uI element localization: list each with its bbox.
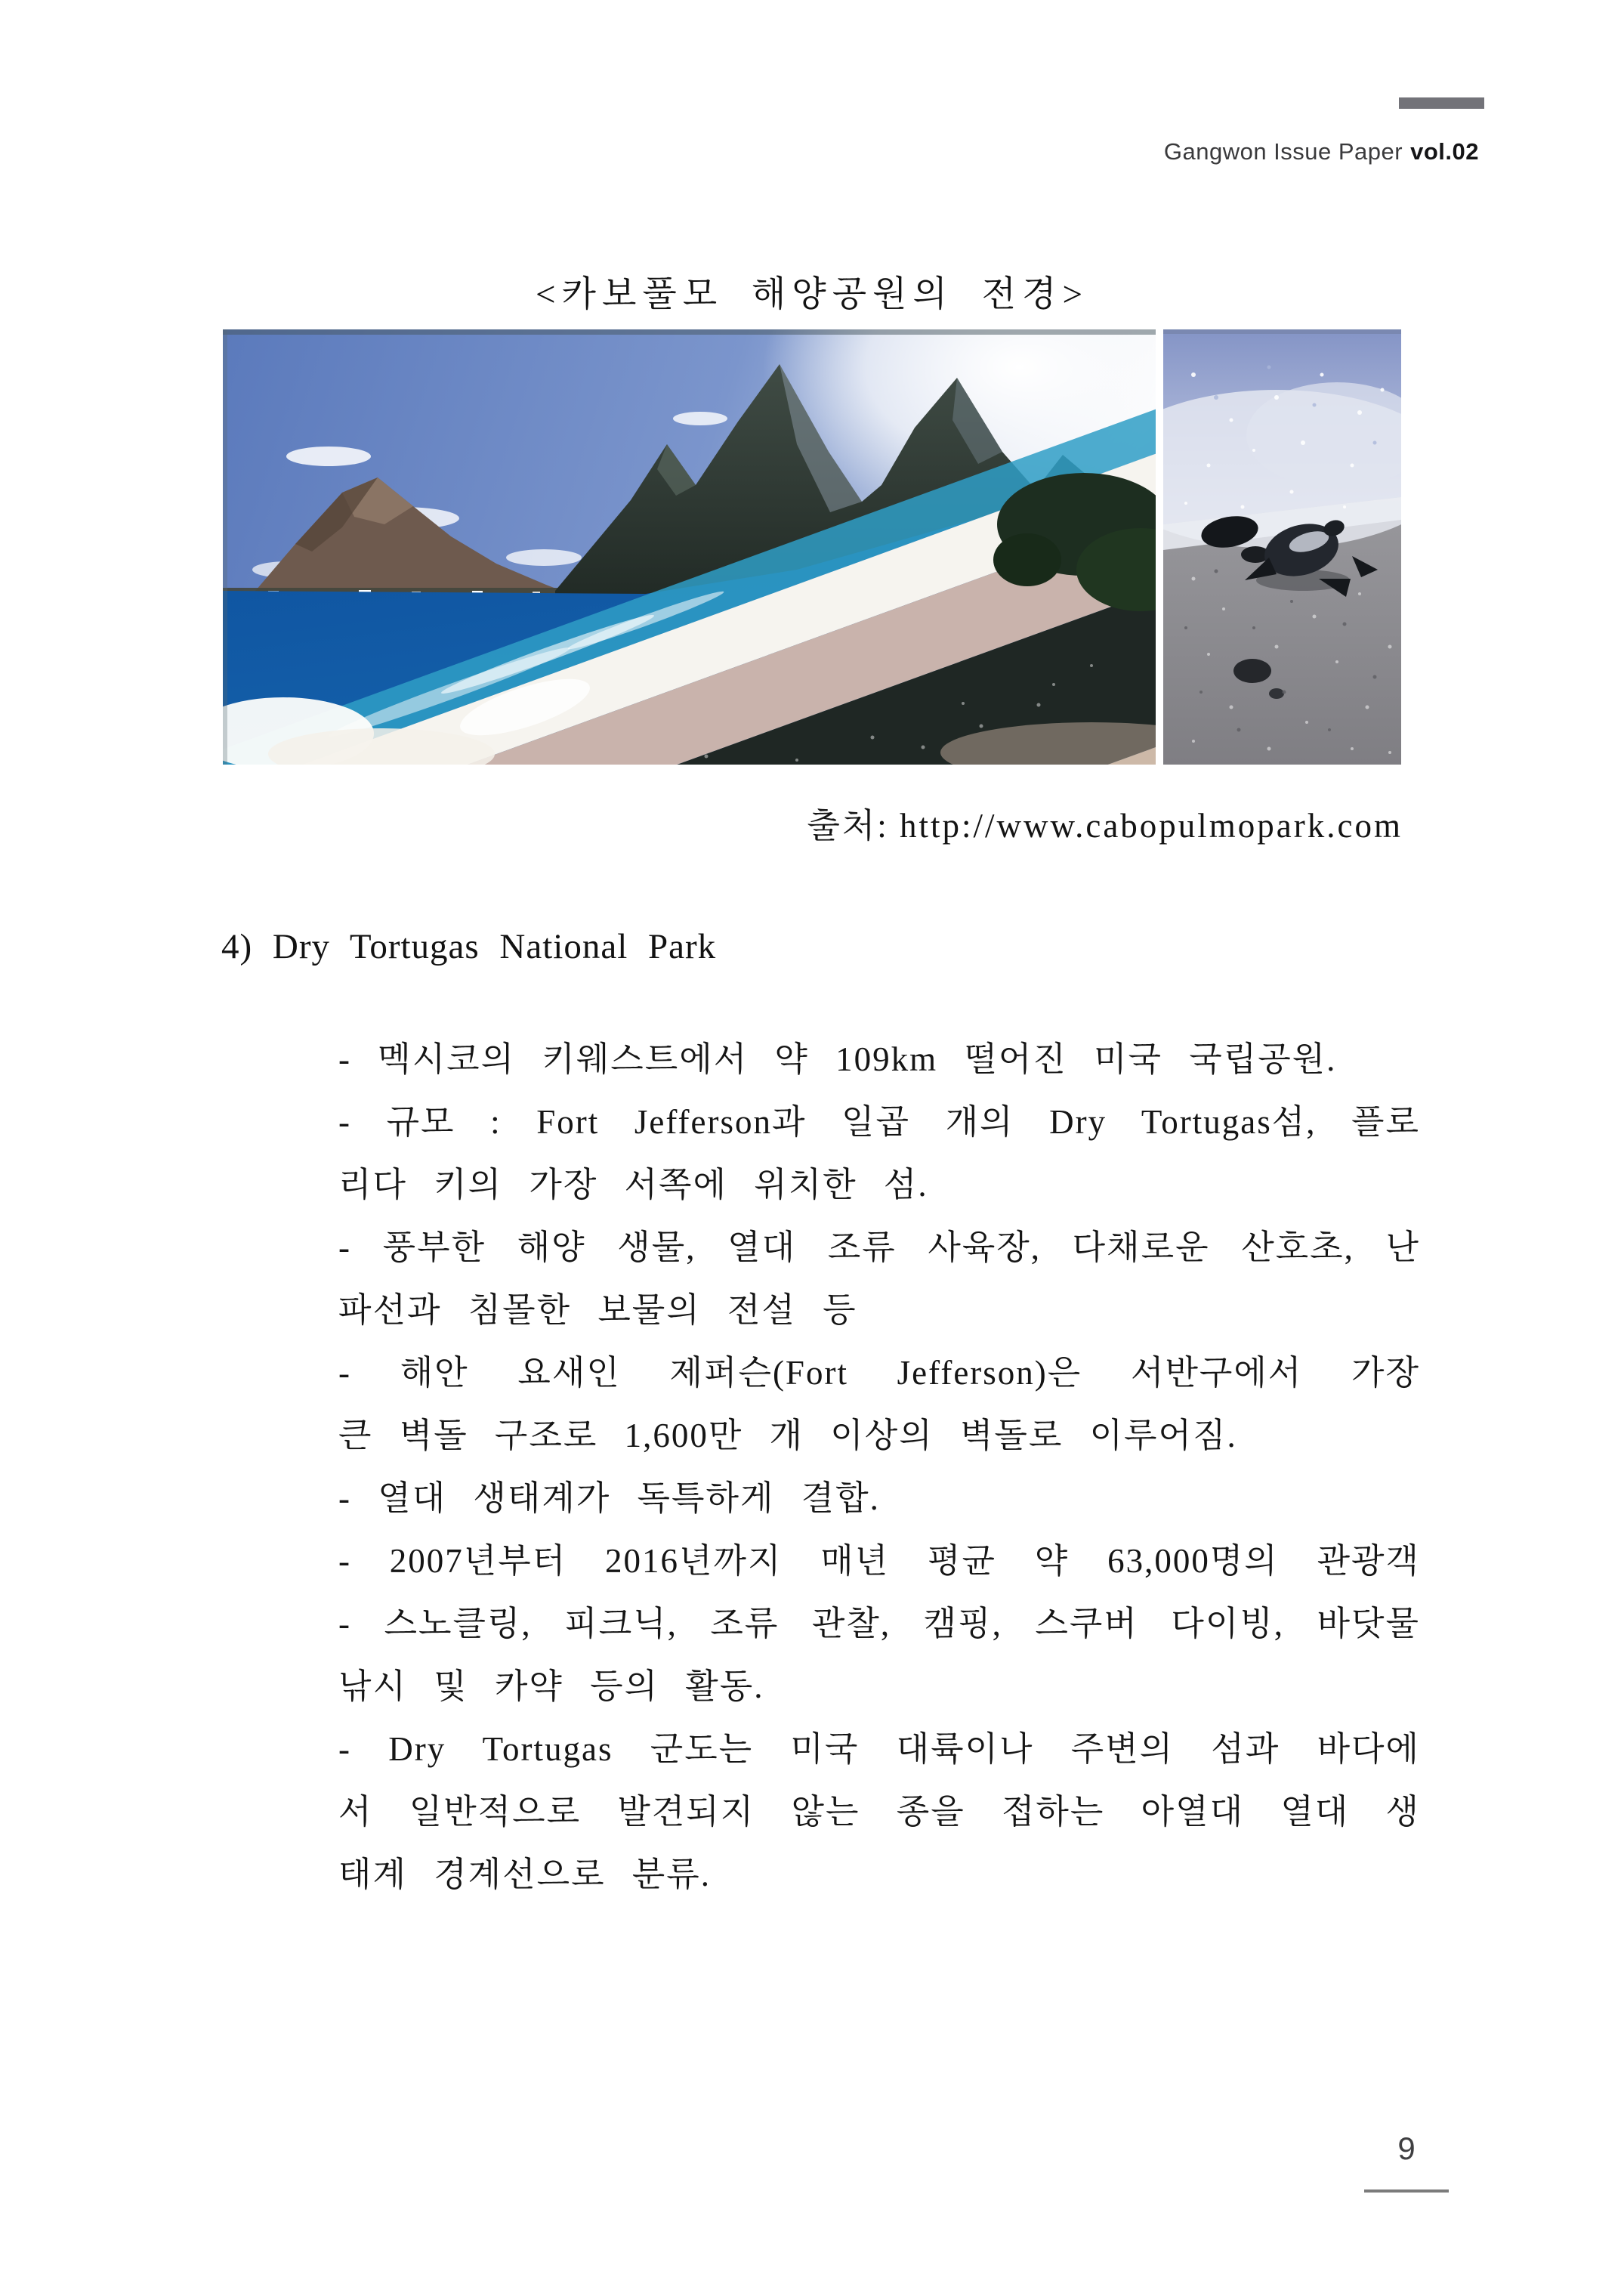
body-line: 태계 경계선으로 분류. bbox=[338, 1856, 711, 1893]
body-line: - 스노클링, 피크닉, 조류 관찰, 캠핑, 스쿠버 다이빙, 바닷물 bbox=[338, 1605, 1420, 1642]
beach-panorama-photo bbox=[223, 329, 1156, 765]
body-line: - 2007년부터 2016년까지 매년 평균 약 63,000명의 관광객 bbox=[338, 1542, 1420, 1580]
body-line: 리다 키의 가장 서쪽에 위치한 섬. bbox=[338, 1166, 928, 1204]
body-line: - 해안 요새인 제퍼슨(Fort Jefferson)은 서반구에서 가장 bbox=[338, 1354, 1420, 1392]
sea-turtle-photo bbox=[1163, 329, 1401, 765]
header-accent-bar bbox=[1399, 97, 1484, 109]
body-line: - 멕시코의 키웨스트에서 약 109km 떨어진 미국 국립공원. bbox=[338, 1040, 1337, 1078]
body-line: - 풍부한 해양 생물, 열대 조류 사육장, 다채로운 산호초, 난 bbox=[338, 1228, 1420, 1266]
body-line: - 열대 생태계가 독특하게 결합. bbox=[338, 1479, 880, 1517]
body-line: 낚시 및 카약 등의 활동. bbox=[338, 1667, 764, 1705]
footer-rule bbox=[1364, 2189, 1449, 2193]
beach-photo-illustration bbox=[223, 329, 1156, 765]
header-volume: vol.02 bbox=[1410, 138, 1479, 165]
section-heading: 4) Dry Tortugas National Park bbox=[221, 927, 717, 966]
turtle-photo-illustration bbox=[1163, 329, 1401, 765]
body-line: 큰 벽돌 구조로 1,600만 개 이상의 벽돌로 이루어짐. bbox=[338, 1417, 1237, 1454]
figure-photos bbox=[223, 329, 1401, 765]
body-line: - Dry Tortugas 군도는 미국 대륙이나 주변의 섬과 바다에 bbox=[338, 1730, 1420, 1768]
body-line: 파선과 침몰한 보물의 전설 등 bbox=[338, 1291, 857, 1329]
header-brand: Gangwon Issue Paper bbox=[1163, 138, 1403, 165]
body-line: 서 일반적으로 발견되지 않는 종을 접하는 아열대 열대 생 bbox=[338, 1793, 1420, 1831]
section-body bbox=[338, 1028, 1420, 1906]
header-title bbox=[1164, 138, 1479, 165]
body-line: - 규모 : Fort Jefferson과 일곱 개의 Dry Tortugas섬, 플로 bbox=[338, 1103, 1420, 1141]
figure-title: <카보풀모 해양공원의 전경> bbox=[536, 275, 1088, 314]
figure-source: 출처: http://www.cabopulmopark.com bbox=[807, 807, 1403, 845]
page-number: 9 bbox=[1397, 2131, 1416, 2166]
